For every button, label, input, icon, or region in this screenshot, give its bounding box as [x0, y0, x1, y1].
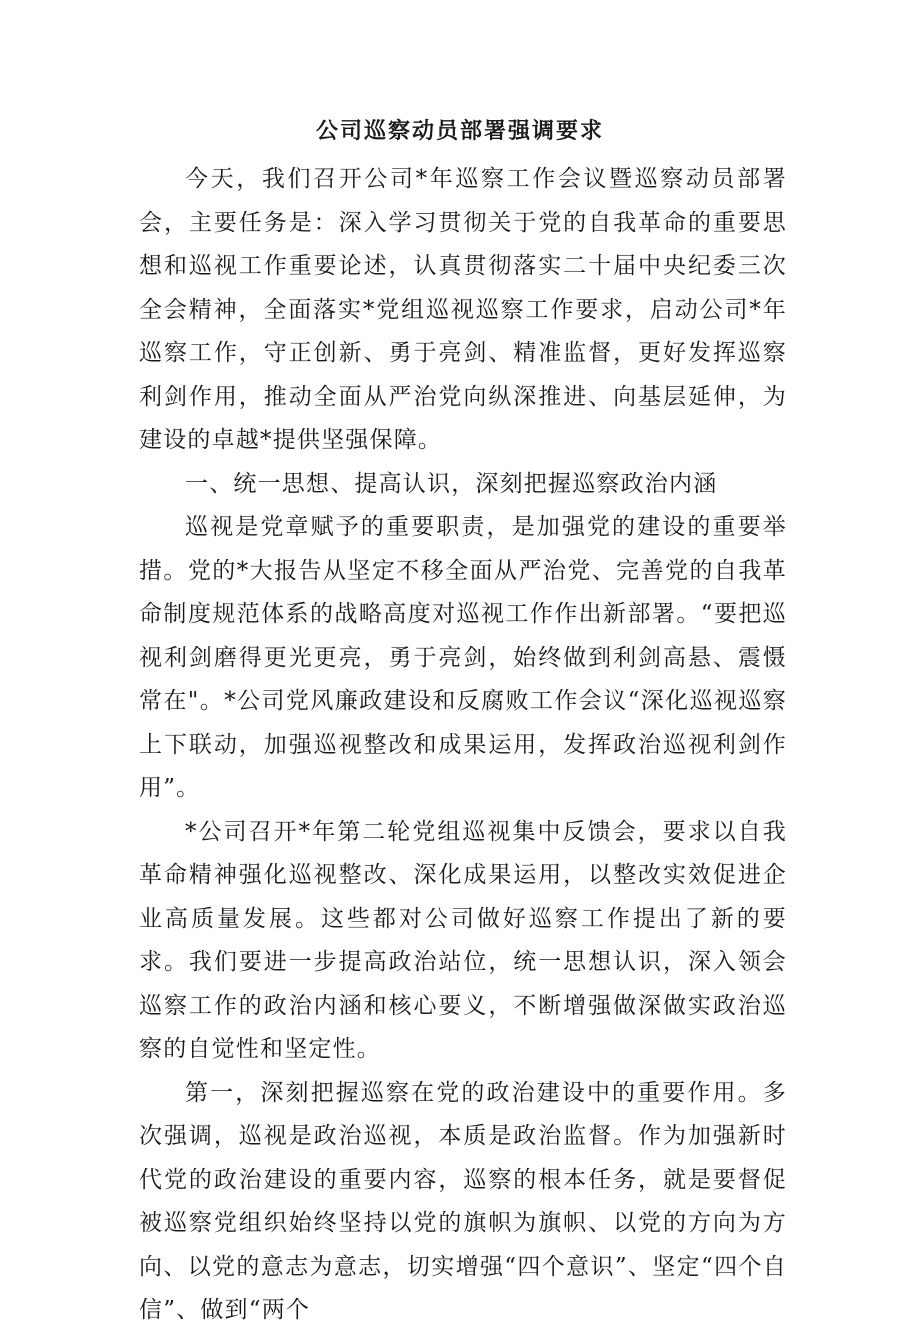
paragraph-inspection-duty: 巡视是党章赋予的重要职责，是加强党的建设的重要举措。党的*大报告从坚定不移全面从严治党、完善党的自我革命制度规范体系的战略高度对巡视工作作出新部署。“要把巡视利剑磨得更光更亮，勇于亮剑，始终做到利剑高悬、震慑常在"。*公司党风廉政建设和反腐败工作会议“深化巡视巡察上下联动，加强巡视整改和成果运用，发挥政治巡视利剑作用”。: [139, 514, 787, 801]
paragraph-intro: 今天，我们召开公司*年巡察工作会议暨巡察动员部署会，主要任务是：深入学习贯彻关于党的自我革命的重要思想和巡视工作重要论述，认真贯彻落实二十届中央纪委三次全会精神，全面落实*党组巡视巡察工作要求，启动公司*年巡察工作，守正创新、勇于亮剑、精准监督，更好发挥巡察利剑作用，推动全面从严治党向纵深推进、向基层延伸，为建设的卓越*提供坚强保障。: [139, 166, 787, 453]
paragraph-feedback-meeting: *公司召开*年第二轮党组巡视集中反馈会，要求以自我革命精神强化巡视整改、深化成果运用，以整改实效促进企业高质量发展。这些都对公司做好巡察工作提出了新的要求。我们要进一步提高政治站位，统一思想认识，深入领会巡察工作的政治内涵和核心要义，不断增强做深做实政治巡察的自觉性和坚定性。: [139, 818, 787, 1062]
document-title: 公司巡察动员部署强调要求: [315, 118, 604, 144]
section-heading-1: 一、统一思想、提高认识，深刻把握巡察政治内涵: [185, 470, 718, 497]
paragraph-first-point: 第一，深刻把握巡察在党的政治建设中的重要作用。多次强调，巡视是政治巡视，本质是政治监督。作为加强新时代党的政治建设的重要内容，巡察的根本任务，就是要督促被巡察党组织始终坚持以党的旗帜为旗帜、以党的方向为方向、以党的意志为意志，切实增强“四个意识”、坚定“四个自信”、做到“两个: [139, 1079, 787, 1323]
document-body: [139, 158, 787, 1333]
